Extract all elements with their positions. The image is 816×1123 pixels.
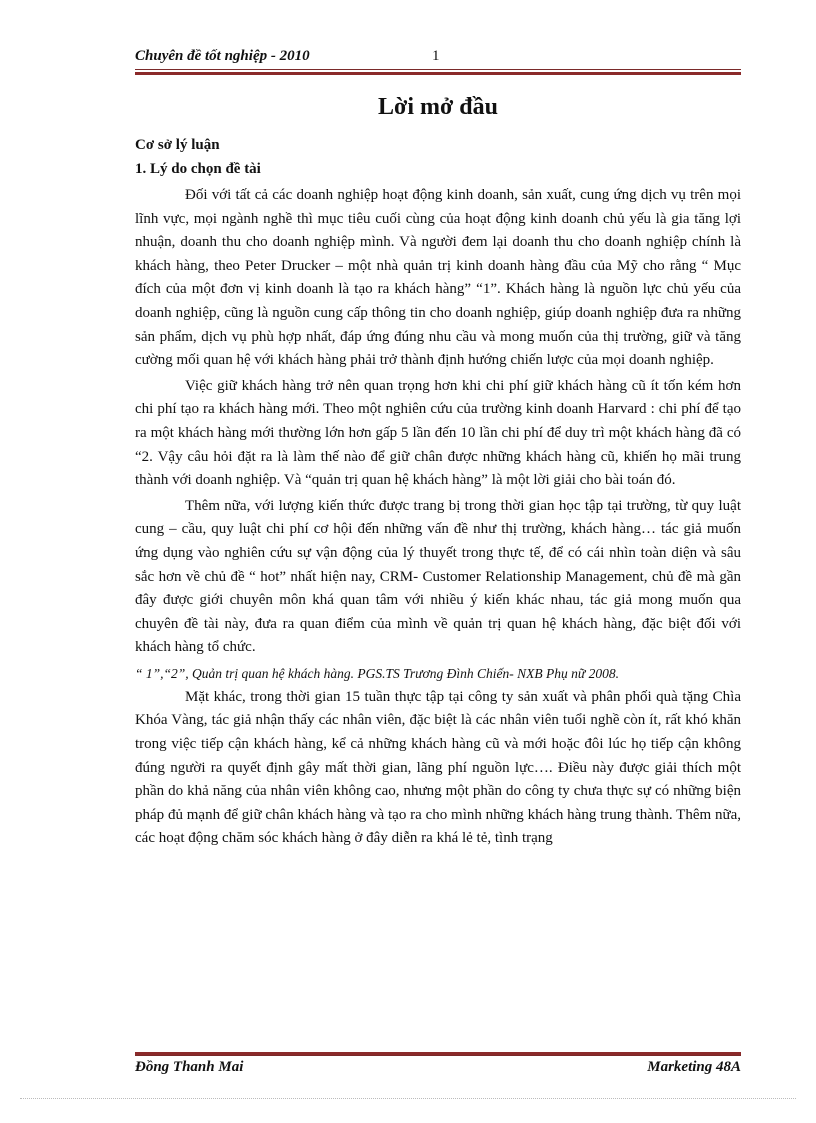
header-title: Chuyên đề tốt nghiệp - 2010 <box>135 48 310 64</box>
page-number: 1 <box>432 48 440 64</box>
document-title: Lời mở đầu <box>378 94 498 120</box>
paragraph: Mặt khác, trong thời gian 15 tuần thực tập tại công ty sản xuất và phân phối quà tặng Chìa Khóa Vàng, tác giả nhận thấy các nhân viên, đặc biệt là các nhân viên tuổi nghề còn ít, rất khó khăn trong việc tiếp cận khách hàng, kể cả những khách hàng cũ và mới hoặc đôi lúc họ tiếp cận không đúng người ra quyết định gây mất thời gian, lãng phí nguồn lực…. Điều này được giải thích một phần do khả năng của nhân viên không cao, nhưng một phần do công ty chưa thực sự có những biện pháp đủ mạnh để giữ chân khách hàng và tạo ra cho mình những khách hàng trung thành. Thêm nữa, các hoạt động chăm sóc khách hàng ở đây diễn ra khá lẻ tẻ, tình trạng <box>135 688 741 847</box>
paragraph: Thêm nữa, với lượng kiến thức được trang bị trong thời gian học tập tại trường, từ quy luật cung – cầu, quy luật chi phí cơ hội đến những vấn đề như thị trường, khách hàng… tác giả muốn ứng dụng vào nghiên cứu sự vận động của lý thuyết trong thực tế, để có cái nhìn toàn diện và sâu sắc hơn về chủ đề “ hot” nhất hiện nay, CRM- Customer Relationship Management, chủ đề mà gần đây được giới chuyên môn khá quan tâm với nhiều ý kiến khác nhau, tác giả mong muốn qua chuyên đề tài này, đưa ra quan điểm của mình về quản trị quan hệ khách hàng, đặc biệt đối với khách hàng tổ chức. <box>135 497 741 656</box>
footnote: “ 1”,“2”, Quản trị quan hệ khách hàng. PGS.TS Trương Đình Chiến- NXB Phụ nữ 2008. <box>135 665 619 681</box>
paragraph: Đối với tất cả các doanh nghiệp hoạt động kinh doanh, sản xuất, cung ứng dịch vụ trên mọi lĩnh vực, mọi ngành nghề thì mục tiêu cuối cùng của hoạt động kinh doanh chủ yếu là gia tăng lợi nhuận, doanh thu cho doanh nghiệp mình. Và người đem lại doanh thu cho doanh nghiệp chính là khách hàng, theo Peter Drucker – một nhà quản trị kinh doanh hàng đầu của Mỹ cho rằng “ Mục đích của một đơn vị kinh doanh là tạo ra khách hàng” “1”. Khách hàng là nguồn lực chủ yếu của doanh nghiệp, cũng là nguồn cung cấp thông tin cho doanh nghiệp, giúp doanh nghiệp đưa ra những sản phẩm, dịch vụ phù hợp nhất, đáp ứng đúng nhu cầu và mong muốn của thị trường, giữ và tăng cường mối quan hệ với khách hàng phải trở thành định hướng chiến lược của mọi doanh nghiệp. <box>135 187 741 369</box>
footer-class: Marketing 48A <box>647 1059 741 1075</box>
page-header <box>135 48 741 68</box>
page-body <box>135 92 741 851</box>
section-heading-reason: 1. Lý do chọn đề tài <box>135 161 261 177</box>
footer-rule <box>135 1050 741 1056</box>
section-heading-basis: Cơ sở lý luận <box>135 137 220 153</box>
paragraph: Việc giữ khách hàng trở nên quan trọng hơn khi chi phí giữ khách hàng cũ ít tốn kém hơn chi phí tạo ra khách hàng mới. Theo một nghiên cứu của trường kinh doanh Harvard : chi phí để tạo ra một khách hàng mới thường lớn hơn gấp 5 lần đến 10 lần chi phí để duy trì một khách hàng đã có “2. Vậy câu hỏi đặt ra là làm thế nào để giữ chân được những khách hàng cũ, khiến họ mãi trung thành với doanh nghiệp. Và “quản trị quan hệ khách hàng” là một lời giải cho bài toán đó. <box>135 377 741 489</box>
page-footer <box>135 1059 741 1079</box>
header-rule <box>135 69 741 75</box>
footer-author: Đồng Thanh Mai <box>135 1059 244 1075</box>
page-edge-dotted-line <box>20 1098 796 1099</box>
